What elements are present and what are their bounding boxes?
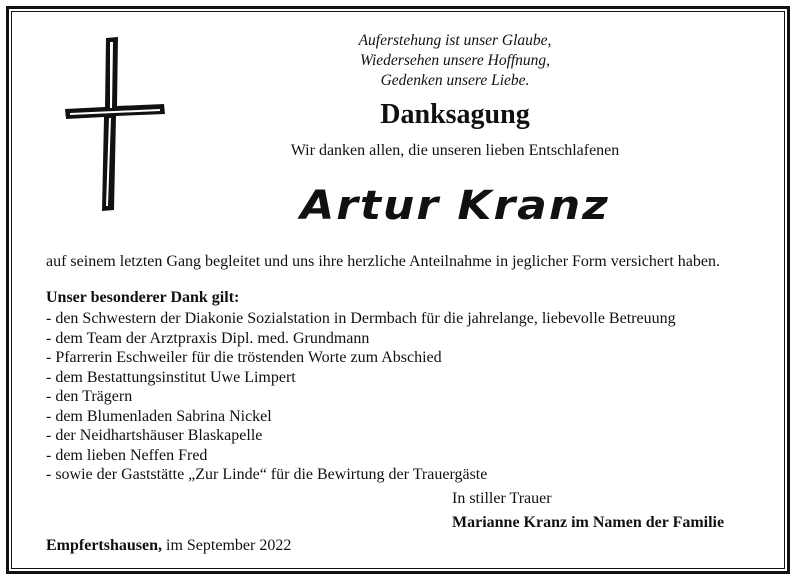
list-item: - Pfarrerin Eschweiler für die tröstenden Worte zum Abschied (46, 349, 442, 366)
list-item: - dem Blumenladen Sabrina Nickel (46, 407, 272, 425)
motto-line: Wiedersehen unsere Hoffnung, (359, 52, 551, 69)
place-name: Empfertshausen, (46, 537, 163, 554)
motto-line: Gedenken unsere Liebe. (380, 72, 530, 89)
place-date (46, 536, 291, 556)
list-item: - dem Team der Arztpraxis Dipl. med. Grundmann (46, 329, 370, 347)
list-item: - den Trägern (46, 388, 133, 405)
signer-name: Marianne Kranz im Namen der Familie (452, 514, 725, 531)
thanks-heading: Unser besonderer Dank gilt: (46, 289, 240, 306)
thanks-list (46, 309, 676, 485)
list-item: - den Schwestern der Diakonie Sozialstation in Dermbach für die jahrelange, liebevolle Betreuung (46, 310, 676, 327)
gratitude-text: auf seinem letzten Gang begleitet und uns ihre herzliche Anteilnahme in jeglicher Form versichert haben. (46, 253, 720, 270)
list-item: - dem Bestattungsinstitut Uwe Limpert (46, 368, 296, 386)
cross-icon (60, 34, 170, 214)
list-item: - sowie der Gaststätte „Zur Linde“ für die Bewirtung der Trauergäste (46, 466, 488, 483)
motto-line: Auferstehung ist unser Glaube, (358, 32, 552, 49)
intro-text: Wir danken allen, die unseren lieben Entschlafenen (290, 142, 620, 159)
deceased-name: Artur Kranz (300, 182, 610, 229)
list-item: - der Neidhartshäuser Blaskapelle (46, 427, 263, 444)
list-item: - dem lieben Neffen Fred (46, 446, 208, 464)
date-text: im September 2022 (166, 537, 292, 554)
motto (300, 31, 610, 91)
page-title: Danksagung (380, 99, 530, 130)
mourning-text: In stiller Trauer (452, 490, 552, 507)
